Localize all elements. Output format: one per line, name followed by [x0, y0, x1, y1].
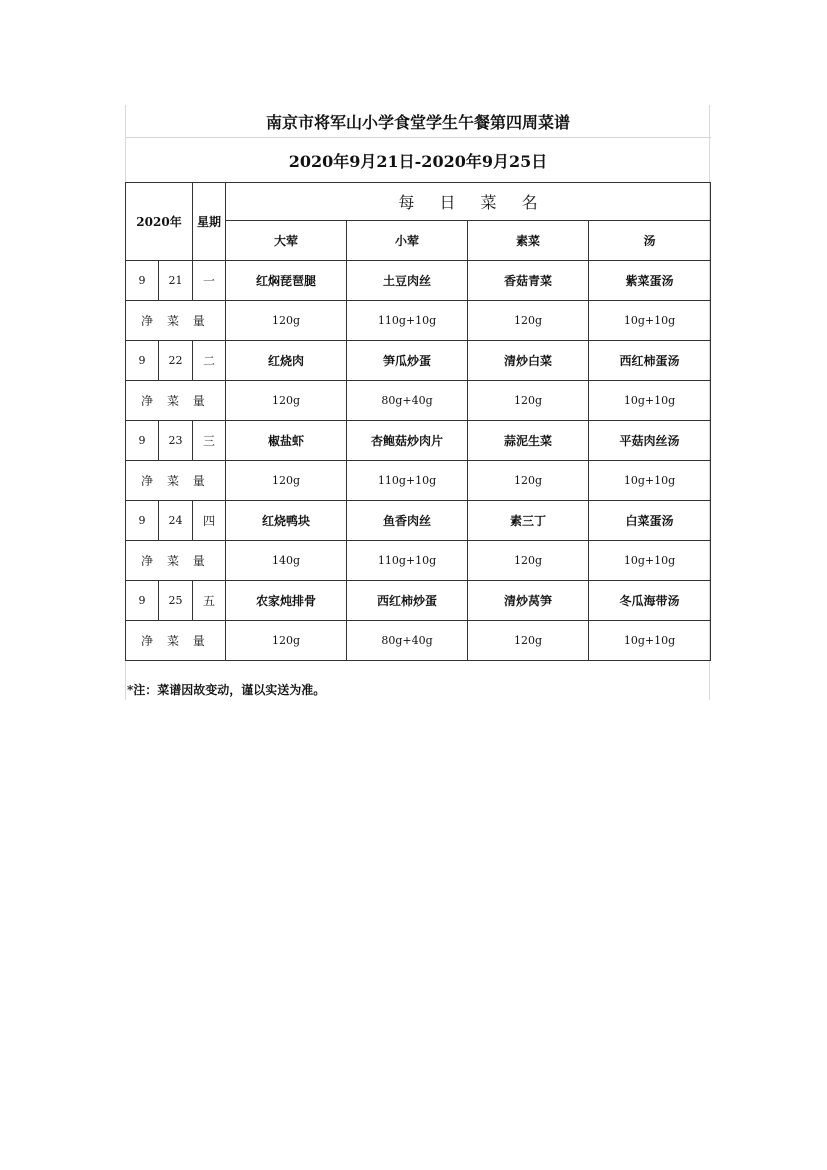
- quantity-label: 净 菜 量: [126, 461, 226, 501]
- dish-main-meat: 红焖琵琶腿: [226, 261, 347, 301]
- table-row-day: [126, 421, 711, 461]
- day-cell: 25: [159, 581, 193, 621]
- weekday-cell: 五: [193, 581, 226, 621]
- quantity-soup: 10g+10g: [589, 381, 711, 421]
- table-row-quantity: [126, 381, 711, 421]
- table-row-day: [126, 261, 711, 301]
- dish-soup: 紫菜蛋汤: [589, 261, 711, 301]
- quantity-soup: 10g+10g: [589, 621, 711, 661]
- quantity-side-meat: 110g+10g: [347, 461, 468, 501]
- dish-soup: 平菇肉丝汤: [589, 421, 711, 461]
- page-title: 南京市将军山小学食堂学生午餐第四周菜谱: [125, 105, 711, 138]
- header-daily-menu: 每 日 菜 名: [226, 183, 711, 221]
- dish-vegetable: 蒜泥生菜: [468, 421, 589, 461]
- day-rows: [126, 261, 711, 661]
- menu-table: [125, 182, 711, 661]
- quantity-label: 净 菜 量: [126, 301, 226, 341]
- header-weekday: 星期: [193, 183, 226, 261]
- day-cell: 23: [159, 421, 193, 461]
- day-cell: 21: [159, 261, 193, 301]
- weekday-cell: 一: [193, 261, 226, 301]
- header-category-vegetable: 素菜: [468, 221, 589, 261]
- dish-side-meat: 鱼香肉丝: [347, 501, 468, 541]
- quantity-vegetable: 120g: [468, 621, 589, 661]
- month-cell: 9: [126, 341, 159, 381]
- dish-main-meat: 椒盐虾: [226, 421, 347, 461]
- quantity-side-meat: 80g+40g: [347, 381, 468, 421]
- table-row-quantity: [126, 541, 711, 581]
- quantity-main-meat: 120g: [226, 381, 347, 421]
- dish-vegetable: 清炒白菜: [468, 341, 589, 381]
- quantity-soup: 10g+10g: [589, 461, 711, 501]
- dish-main-meat: 红烧鸭块: [226, 501, 347, 541]
- quantity-main-meat: 120g: [226, 461, 347, 501]
- quantity-label: 净 菜 量: [126, 381, 226, 421]
- dish-vegetable: 清炒莴笋: [468, 581, 589, 621]
- table-row-day: [126, 581, 711, 621]
- quantity-vegetable: 120g: [468, 301, 589, 341]
- dish-side-meat: 西红柿炒蛋: [347, 581, 468, 621]
- table-row-quantity: [126, 301, 711, 341]
- header-category-main-meat: 大荤: [226, 221, 347, 261]
- quantity-side-meat: 110g+10g: [347, 541, 468, 581]
- table-row-quantity: [126, 461, 711, 501]
- dish-side-meat: 杏鲍菇炒肉片: [347, 421, 468, 461]
- quantity-side-meat: 80g+40g: [347, 621, 468, 661]
- day-cell: 22: [159, 341, 193, 381]
- header-category-soup: 汤: [589, 221, 711, 261]
- weekday-cell: 四: [193, 501, 226, 541]
- month-cell: 9: [126, 581, 159, 621]
- month-cell: 9: [126, 421, 159, 461]
- weekday-cell: 二: [193, 341, 226, 381]
- footnote: *注：菜谱因故变动，谨以实送为准。: [127, 683, 326, 697]
- quantity-soup: 10g+10g: [589, 301, 711, 341]
- day-cell: 24: [159, 501, 193, 541]
- dish-vegetable: 香菇青菜: [468, 261, 589, 301]
- month-cell: 9: [126, 261, 159, 301]
- menu-sheet: [125, 105, 711, 661]
- table-row-quantity: [126, 621, 711, 661]
- table-row-day: [126, 341, 711, 381]
- month-cell: 9: [126, 501, 159, 541]
- dish-soup: 白菜蛋汤: [589, 501, 711, 541]
- quantity-label: 净 菜 量: [126, 621, 226, 661]
- quantity-side-meat: 110g+10g: [347, 301, 468, 341]
- quantity-vegetable: 120g: [468, 541, 589, 581]
- dish-main-meat: 农家炖排骨: [226, 581, 347, 621]
- dish-main-meat: 红烧肉: [226, 341, 347, 381]
- quantity-soup: 10g+10g: [589, 541, 711, 581]
- quantity-main-meat: 120g: [226, 301, 347, 341]
- quantity-label: 净 菜 量: [126, 541, 226, 581]
- dish-soup: 西红柿蛋汤: [589, 341, 711, 381]
- quantity-main-meat: 120g: [226, 621, 347, 661]
- quantity-vegetable: 120g: [468, 381, 589, 421]
- header-row-top: [126, 183, 711, 221]
- quantity-vegetable: 120g: [468, 461, 589, 501]
- date-range: 2020年9月21日-2020年9月25日: [288, 151, 548, 171]
- dish-side-meat: 土豆肉丝: [347, 261, 468, 301]
- dish-soup: 冬瓜海带汤: [589, 581, 711, 621]
- quantity-main-meat: 140g: [226, 541, 347, 581]
- weekday-cell: 三: [193, 421, 226, 461]
- dish-vegetable: 素三丁: [468, 501, 589, 541]
- dish-side-meat: 笋瓜炒蛋: [347, 341, 468, 381]
- header-category-side-meat: 小荤: [347, 221, 468, 261]
- header-year: 2020年: [126, 183, 193, 261]
- table-row-day: [126, 501, 711, 541]
